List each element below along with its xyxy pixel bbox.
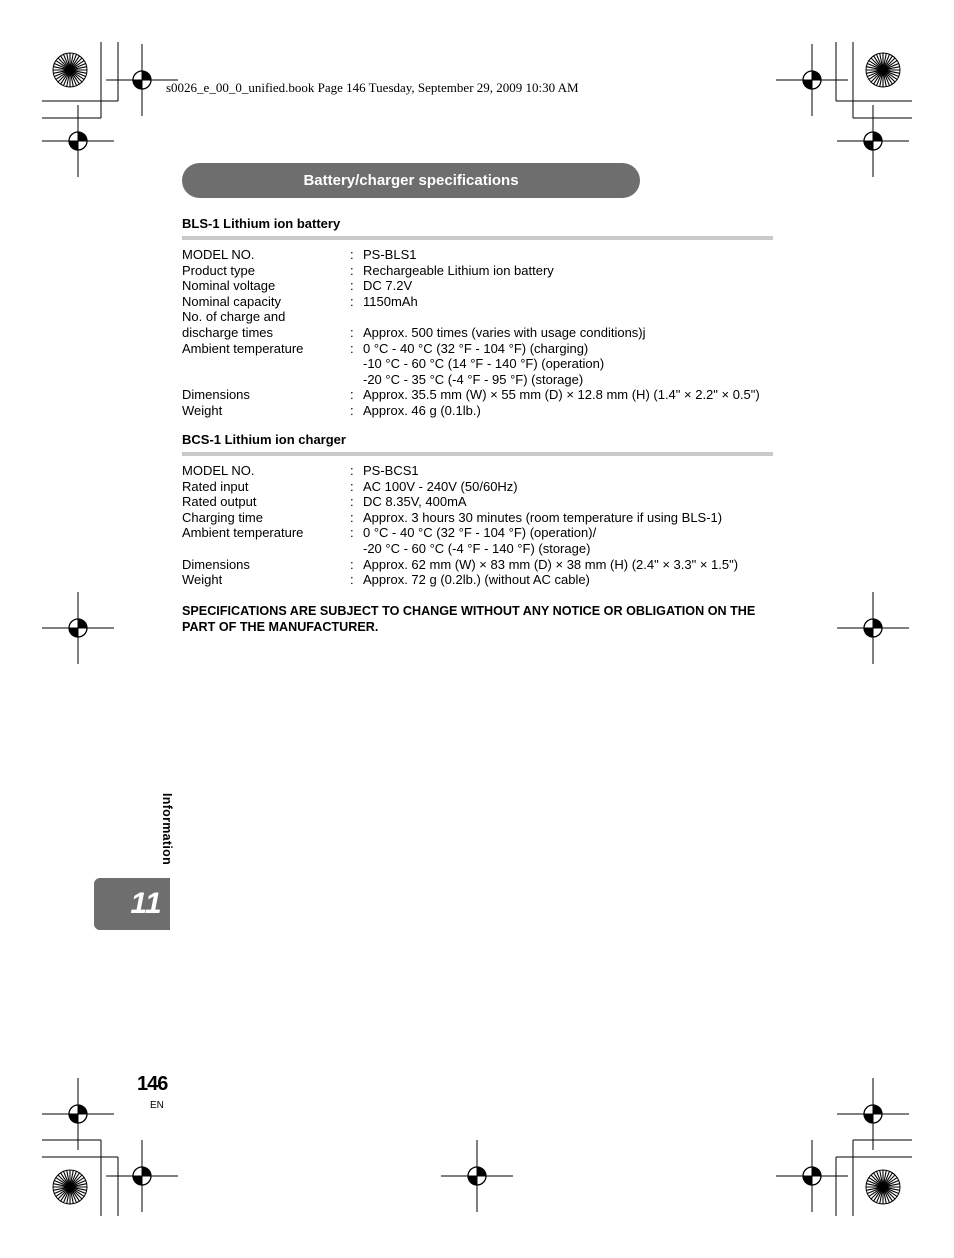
spec-row: [182, 341, 782, 357]
spec-label: MODEL NO.: [182, 463, 255, 478]
page-language: EN: [150, 1100, 164, 1111]
spec-colon: :: [350, 402, 354, 418]
spec-value: -10 °C - 60 °C (14 °F - 140 °F) (operation): [363, 356, 605, 372]
spec-row: [182, 494, 782, 510]
spec-row: [182, 403, 782, 419]
spec-colon: :: [350, 387, 354, 403]
spec-row: [182, 325, 782, 341]
spec-label: [182, 372, 350, 388]
page-number: 146: [137, 1073, 168, 1095]
spec-value: -20 °C - 60 °C (-4 °F - 140 °F) (storage): [363, 540, 591, 556]
spec-row: [182, 387, 782, 403]
spec-row: [182, 263, 782, 279]
spec-value: PS-BLS1: [363, 247, 417, 262]
spec-row: [182, 572, 782, 588]
spec-colon: [350, 372, 363, 388]
spec-colon: :: [350, 262, 354, 278]
chapter-tab: [94, 878, 170, 930]
spec-colon: [350, 356, 363, 372]
spec-row: [182, 525, 782, 541]
section-side-label: Information: [160, 793, 174, 866]
spec-colon: [350, 541, 363, 557]
spec-colon: :: [350, 478, 354, 494]
spec-label: No. of charge and: [182, 309, 286, 325]
spec-row: [182, 294, 782, 310]
spec-value: Approx. 3 hours 30 minutes (room temperature if using BLS-1): [363, 509, 723, 525]
spec-row: [182, 479, 782, 495]
spec-label: Dimensions: [182, 556, 250, 572]
spec-colon: :: [350, 293, 354, 309]
spec-label: MODEL NO.: [182, 247, 255, 262]
spec-value: 1150mAh: [363, 293, 418, 309]
spec-label: Rated input: [182, 478, 249, 494]
spec-label: [182, 356, 350, 372]
spec-row: [182, 463, 782, 479]
spec-colon: :: [350, 494, 354, 510]
spec-value: Approx. 72 g (0.2lb.) (without AC cable): [363, 572, 590, 588]
spec-label: Dimensions: [182, 387, 250, 403]
spec-colon: :: [350, 572, 354, 588]
spec-colon: :: [350, 247, 354, 262]
spec-label: discharge times: [182, 324, 274, 340]
spec-label: Weight: [182, 572, 223, 588]
spec-value: PS-BCS1: [363, 463, 419, 478]
spec-value: Approx. 35.5 mm (W) × 55 mm (D) × 12.8 mm (H) (1.4" × 2.2" × 0.5"): [363, 387, 760, 403]
spec-label: Ambient temperature: [182, 525, 304, 541]
spec-colon: :: [350, 340, 354, 356]
spec-value: Approx. 500 times (varies with usage conditions)j: [363, 324, 646, 340]
spec-colon: :: [350, 324, 354, 340]
spec-value: -20 °C - 35 °C (-4 °F - 95 °F) (storage): [363, 371, 584, 387]
spec-row: [182, 247, 782, 263]
spec-value: 0 °C - 40 °C (32 °F - 104 °F) (charging): [363, 340, 589, 356]
spec-label: Charging time: [182, 509, 263, 525]
spec-value: Approx. 62 mm (W) × 83 mm (D) × 38 mm (H) (2.4" × 3.3" × 1.5"): [363, 556, 739, 572]
battery-section-rule: [182, 236, 773, 240]
charger-spec-list: [182, 463, 782, 588]
spec-colon: :: [350, 556, 354, 572]
spec-label: Nominal voltage: [182, 278, 276, 294]
spec-value: 0 °C - 40 °C (32 °F - 104 °F) (operation)/: [363, 525, 597, 541]
spec-value: DC 7.2V: [363, 278, 413, 294]
spec-label: Product type: [182, 262, 255, 278]
spec-colon: :: [350, 525, 354, 541]
chapter-number: 11: [130, 887, 162, 920]
spec-label: [182, 541, 350, 557]
spec-row: [182, 541, 782, 557]
spec-label: Weight: [182, 402, 223, 418]
spec-row: [182, 510, 782, 526]
battery-spec-list: [182, 247, 782, 419]
spec-value: [363, 309, 782, 325]
print-header: s0026_e_00_0_unified.book Page 146 Tuesday, September 29, 2009 10:30 AM: [166, 80, 579, 95]
charger-section-rule: [182, 452, 773, 456]
spec-row: [182, 557, 782, 573]
battery-section-title: BLS-1 Lithium ion battery: [182, 216, 341, 231]
spec-colon: :: [350, 463, 354, 478]
spec-row: [182, 356, 782, 372]
specification-notice: SPECIFICATIONS ARE SUBJECT TO CHANGE WITHOUT ANY NOTICE OR OBLIGATION ON THE PART OF THE MANUFACTURER.: [182, 604, 756, 634]
spec-value: Approx. 46 g (0.1lb.): [363, 402, 481, 418]
spec-row: [182, 372, 782, 388]
spec-label: Rated output: [182, 494, 257, 510]
spec-value: AC 100V - 240V (50/60Hz): [363, 478, 518, 494]
spec-row: [182, 278, 782, 294]
spec-label: Ambient temperature: [182, 340, 304, 356]
spec-value: DC 8.35V, 400mA: [363, 494, 467, 510]
spec-row: [182, 309, 782, 325]
charger-section-title: BCS-1 Lithium ion charger: [182, 432, 346, 447]
spec-colon: [350, 309, 363, 325]
page-title: Battery/charger specifications: [182, 163, 640, 198]
spec-value: Rechargeable Lithium ion battery: [363, 262, 554, 278]
spec-colon: :: [350, 509, 354, 525]
spec-label: Nominal capacity: [182, 293, 281, 309]
spec-colon: :: [350, 278, 354, 294]
